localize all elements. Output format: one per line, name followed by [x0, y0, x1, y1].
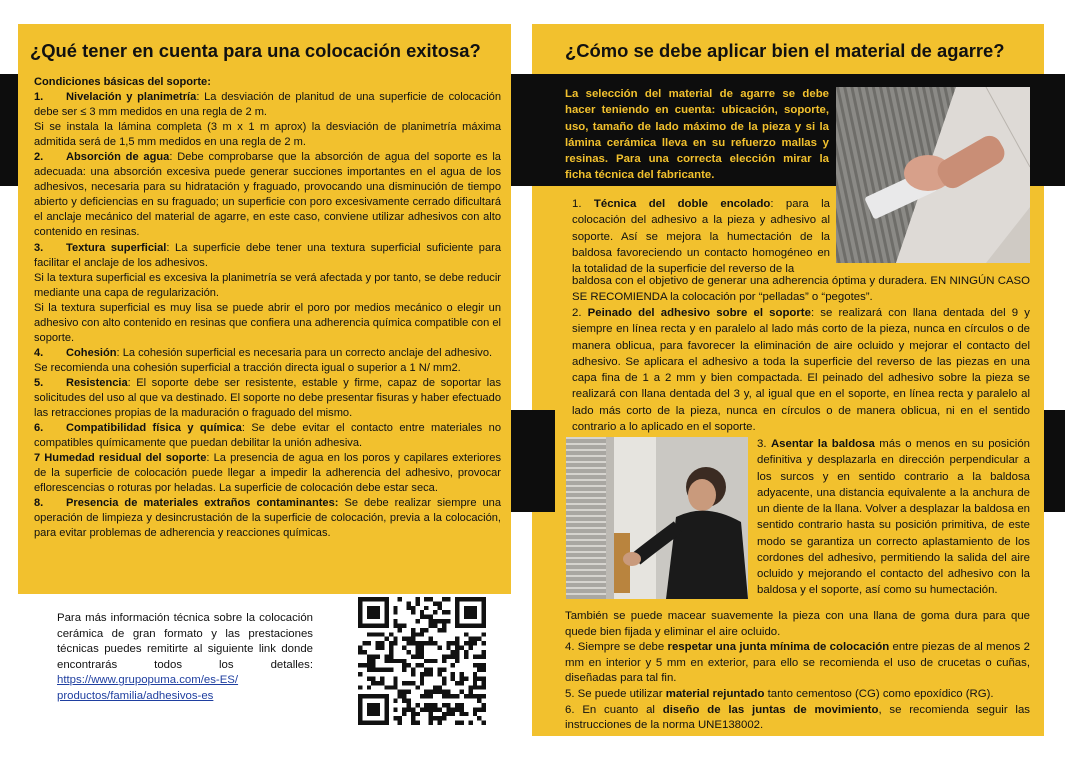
worker-illustration: [566, 437, 748, 599]
step-5: 5. Se puede utilizar material rejuntado tanto cementoso (CG) como epoxídico (RG).: [565, 687, 994, 700]
condition-note: Se recomienda una cohesión superficial a tracción directa igual o superior a 1 N/ mm2.: [34, 361, 461, 374]
condition-note: Si la textura superficial es excesiva la planimetría se verá afectada y por tanto, se debe reducir mediante una capa de regularización.: [34, 271, 501, 299]
step-2-heading: Peinado del adhesivo sobre el soporte: [587, 307, 811, 319]
condition-heading: Nivelación y planimetría: [66, 91, 197, 104]
condition-item: [34, 150, 501, 240]
condition-text: : Se debe evitar el contacto entre materiales no compatibles químicamente que puedan debilitar la unión adhesiva.: [34, 422, 501, 450]
condition-text: : El soporte debe ser resistente, estable y firme, capaz de soportar las solicitudes del uso al que va destinado. El soporte no debe presentar fisuras y haber efectuado las retracciones propias de la maduración o fraguado del mismo.: [34, 376, 501, 420]
info-link[interactable]: https://www.grupopuma.com/es-ES/ productos/familia/adhesivos-es: [57, 674, 239, 702]
step-1-bottom: baldosa con el objetivo de generar una adherencia óptima y duradera. EN NINGÚN CASO SE RECOMIENDA la colocación por “pelladas” o “pegotes”.: [572, 275, 1030, 304]
condition-number: 5.: [34, 376, 44, 389]
step-4-heading: respetar una junta mínima de colocación: [667, 641, 890, 654]
condition-text: : La presencia de agua en los poros y capilares exteriores de la superficie de colocación puede llegar a impedir la adherencia del adhesivo, provocar eflorescencias o roturas por heladas. La superficie de colocación debe estar seca.: [34, 452, 502, 495]
left-body: [34, 75, 501, 541]
condition-heading: Presencia de materiales extraños contaminantes:: [66, 497, 339, 510]
step-5-heading: material rejuntado: [665, 687, 765, 700]
condition-number: 8.: [34, 497, 44, 510]
right-middle-band: [532, 410, 555, 512]
trowel-photo: [836, 87, 1030, 263]
condition-heading: 7 Humedad residual del soporte: [34, 452, 207, 465]
intro-text: La selección del material de agarre se debe hacer teniendo en cuenta: ubicación, soporte, uso, tamaño de lado máximo de la pieza y si la lámina cerámica lleva en su refuerzo mallas y resinas. Para una correcta elección mirar la ficha técnica del fabricante.: [565, 88, 829, 182]
info-text: Para más información técnica sobre la colocación cerámica de gran formato y las prestaciones técnicas puedes remitirte al siguiente link donde encontrarás todos los detalles:: [57, 612, 313, 671]
conditions-list: [34, 90, 501, 541]
right-title: ¿Cómo se debe aplicar bien el material de agarre?: [565, 40, 1005, 61]
qr-code[interactable]: [358, 597, 486, 725]
condition-number: 3.: [34, 241, 44, 254]
tail-paragraph: También se puede macear suavemente la pieza con una llana de goma dura para que quede bien fijada y eliminar el aire ocluido.: [565, 610, 1030, 638]
step-3-heading: Asentar la baldosa: [770, 438, 875, 450]
condition-item: [34, 376, 501, 421]
right-bottom-text: [565, 609, 1030, 734]
step-6: 6. En cuanto al diseño de las juntas de movimiento, se recomienda seguir las instrucciones de la norma UNE138002.: [565, 703, 1030, 732]
condition-text: : La cohesión superficial es necesaria para un correcto anclaje del adhesivo.: [116, 346, 493, 359]
condition-item: [34, 90, 501, 120]
condition-item: [34, 241, 501, 271]
condition-item: [34, 346, 501, 361]
condition-item: [34, 451, 501, 496]
condition-text: Se debe realizar siempre una operación de limpieza y desincrustación de la superficie de colocación, previa a la colocación, para evitar problemas de adherencia y reacciones químicas.: [34, 497, 501, 540]
info-block: [57, 611, 313, 705]
condition-text: : Debe comprobarse que la absorción de agua del soporte es la adecuada: una absorción excesiva puede generar succiones importantes en el agua de los adhesivos, necesaria para su hidratación y fraguado, provocando una disminución de tiempo abierto y deficiencias en su fraguado; un superficie con poro excesivamente cerrado dificultará el anclaje mecánico del material de agarre, en este caso, conviene utilizar adhesivos con alto contenido en resinas.: [34, 151, 501, 239]
conditions-heading: Condiciones básicas del soporte:: [34, 76, 211, 88]
step-3: 3. Asentar la baldosa más o menos en su posición definitiva y desplazarla en dirección perpendicular a los surcos y en sentido contrario a la baldosa adyacente, una distancia equivalente a la anchura de un diente de la llana. Volver a desplazar la baldosa en sentido contrario hasta su posición primitiva, de este modo se garantiza un correcto aplastamiento de los cordones del adhesivo, permitiendo la salida del aire ocluido y mejorando el contacto del adhesivo con la baldosa y el soporte, así como su humectación.: [757, 438, 1030, 597]
condition-heading: Compatibilidad física y química: [66, 422, 242, 435]
worker-photo: [566, 437, 748, 599]
trowel-illustration: [836, 87, 1030, 263]
condition-number: 4.: [34, 346, 44, 359]
condition-item: [34, 421, 501, 451]
condition-heading: Cohesión: [66, 346, 117, 359]
step-4: 4. Siempre se debe respetar una junta mínima de colocación entre piezas de al menos 2 mm en interior y 5 mm en exterior, para ello se recomienda el uso de crucetas o cuñas, diseñadas para tal fin.: [565, 641, 1030, 685]
condition-heading: Absorción de agua: [66, 151, 170, 164]
condition-item: [34, 496, 501, 541]
condition-note: Si la textura superficial es muy lisa se puede abrir el poro por medios mecánico o elegir un adhesivo con alto contenido en resinas que confiera una adherencia química compatible con el soporte.: [34, 301, 501, 344]
condition-note: Si se instala la lámina completa (3 m x 1 m aprox) la desviación de planimetría máxima admitida será de 1,5 mm medidos en una regla de 2 m.: [34, 121, 501, 149]
step-1-heading: Técnica del doble encolado: [593, 198, 771, 210]
condition-text: : La superficie debe tener una textura superficial suficiente para facilitar el anclaje de los adhesivos.: [34, 241, 502, 269]
step-1-top: 1. Técnica del doble encolado: para la colocación del adhesivo a la pieza y adhesivo al soporte. Así se mejora la humectación de la baldosa favoreciendo un contacto homogéneo en la totalidad de la superficie del reverso de la: [572, 198, 830, 275]
left-title: ¿Qué tener en cuenta para una colocación exitosa?: [30, 40, 481, 61]
step-6-heading: diseño de las juntas de movimiento: [662, 703, 879, 716]
condition-number: 2.: [34, 151, 44, 164]
condition-number: 6.: [34, 422, 44, 435]
condition-heading: Resistencia: [66, 376, 128, 389]
step-2: 2. Peinado del adhesivo sobre el soporte: se realizará con llana dentada del 9 y siempre en línea recta y en paralelo al lado más corto de la pieza, nunca en círculos o de manera oblicua, para favorecer la eliminación de aire ocluido y mejorar el contacto del adhesivo. Se aplicara el adhesivo a toda la superficie del reverso de las piezas en una capa fina de 1 a 2 mm y bien compactada. El peinado del adhesivo sobre la pieza se realizará con llana dentada del 3 y, al igual que en el soporte, en línea recta y paralelo al lado más corto de la pieza, nunca en círculos o de manera oblicua, ni en el sentido contrario a lo aplicado en el soporte.: [572, 307, 1030, 433]
condition-number: 1.: [34, 91, 44, 104]
condition-text: : La desviación de planitud de una superficie de colocación debe ser ≤ 3 mm medidos en una regla de 2 m.: [34, 91, 501, 119]
condition-heading: Textura superficial: [66, 241, 167, 254]
